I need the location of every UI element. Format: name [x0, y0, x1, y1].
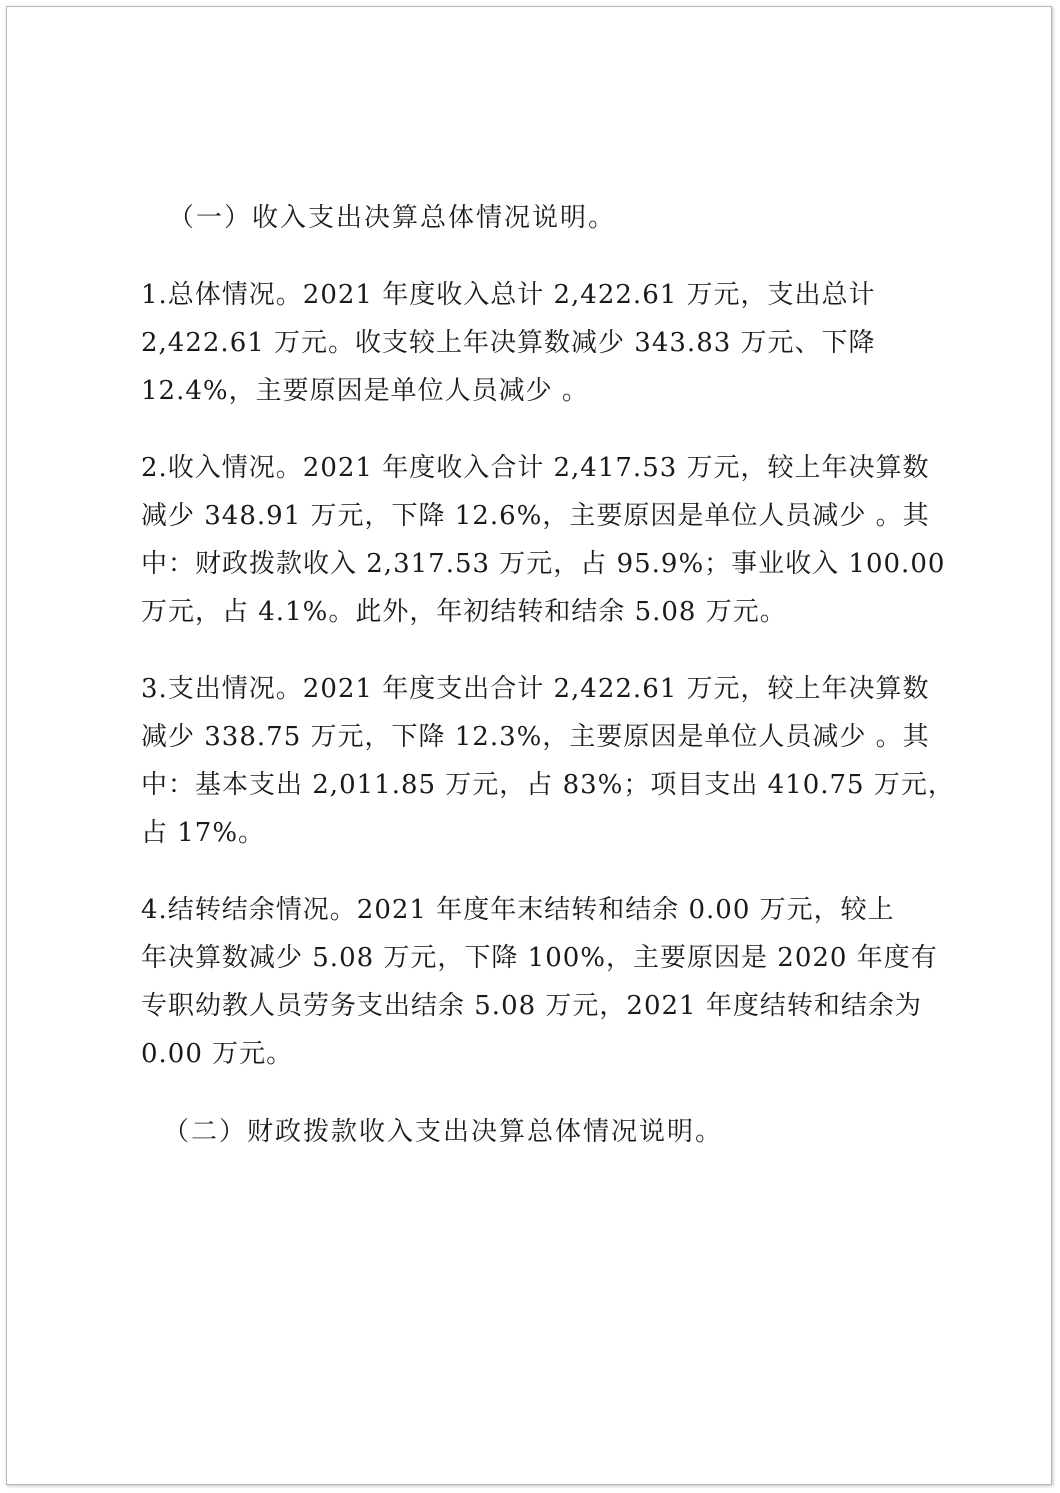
paragraph-line: 占 17%。	[141, 818, 266, 848]
paragraph-line: 专职幼教人员劳务支出结余 5.08 万元，2021 年度结转和结余为	[141, 991, 922, 1021]
paragraph-line: 4.结转结余情况。2021 年度年末结转和结余 0.00 万元，较上	[141, 895, 895, 925]
paragraph-line: 减少 338.75 万元，下降 12.3%，主要原因是单位人员减少 。其	[141, 722, 930, 752]
paragraph-line: 2,422.61 万元。收支较上年决算数减少 343.83 万元、下降	[141, 328, 876, 358]
paragraph-line: 3.支出情况。2021 年度支出合计 2,422.61 万元，较上年决算数	[141, 674, 930, 704]
paragraph-line: 万元，占 4.1%。此外，年初结转和结余 5.08 万元。	[141, 597, 787, 627]
paragraph-overall	[141, 271, 931, 415]
paragraph-expenditure	[141, 665, 955, 857]
paragraph-line: 2.收入情况。2021 年度收入合计 2,417.53 万元，较上年决算数	[141, 453, 930, 483]
paragraph-line: 0.00 万元。	[141, 1039, 294, 1069]
paragraph-line: 中：财政拨款收入 2,317.53 万元，占 95.9%；事业收入 100.00	[141, 549, 946, 579]
section-heading-2: （二）财政拨款收入支出决算总体情况说明。	[163, 1117, 724, 1147]
paragraph-line: 中：基本支出 2,011.85 万元，占 83%；项目支出 410.75 万元，	[141, 770, 955, 800]
section-heading-1: （一）收入支出决算总体情况说明。	[168, 203, 617, 233]
paragraph-line: 年决算数减少 5.08 万元，下降 100%，主要原因是 2020 年度有	[141, 943, 938, 973]
paragraph-carryover	[141, 886, 938, 1078]
paragraph-line: 1.总体情况。2021 年度收入总计 2,422.61 万元，支出总计	[141, 280, 876, 310]
paragraph-line: 12.4%，主要原因是单位人员减少 。	[141, 376, 589, 406]
paragraph-income	[141, 444, 946, 636]
paragraph-line: 减少 348.91 万元，下降 12.6%，主要原因是单位人员减少 。其	[141, 501, 930, 531]
